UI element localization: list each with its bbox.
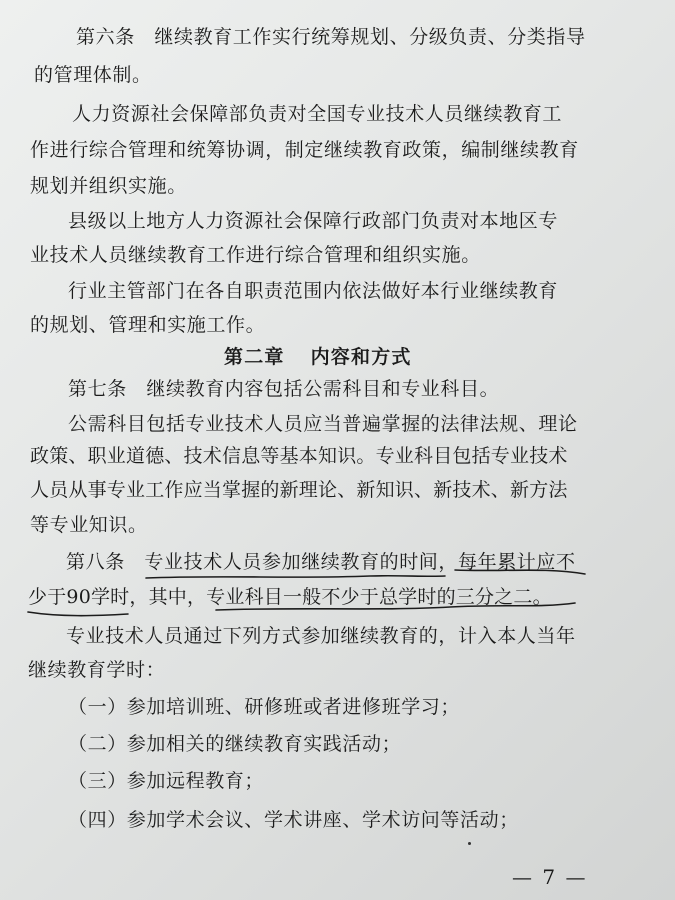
- page-number: — 7 —: [512, 865, 588, 889]
- text-line: 少于90学时，其中，专业科目一般不少于总学时的三分之二。: [28, 586, 552, 608]
- chapter-number: 第二章: [224, 346, 285, 368]
- text-line: 专业技术人员通过下列方式参加继续教育的，计入本人当年: [66, 625, 576, 647]
- text-line: 的规划、管理和实施工作。: [30, 314, 266, 336]
- text-line: 第八条 专业技术人员参加继续教育的时间，每年累计应不: [66, 551, 576, 573]
- text-line: 行业主管部门在各自职责范围内依法做好本行业继续教育: [68, 280, 559, 302]
- text-line: 作进行综合管理和统筹协调，制定继续教育政策，编制继续教育: [30, 139, 579, 161]
- text-line: 的管理体制。: [34, 64, 152, 86]
- text-line: 县级以上地方人力资源社会保障行政部门负责对本地区专: [68, 210, 559, 232]
- text-line: （三）参加远程教育；: [68, 770, 265, 792]
- text-line: 政策、职业道德、技术信息等基本知识。专业科目包括专业技术: [30, 445, 568, 467]
- text-line: 继续教育学时：: [28, 659, 166, 681]
- text-line: 人力资源社会保障部负责对全国专业技术人员继续教育工: [72, 103, 563, 125]
- text-line: 第七条 继续教育内容包括公需科目和专业科目。: [68, 378, 500, 400]
- text-line: 第六条 继续教育工作实行统筹规划、分级负责、分类指导: [76, 26, 586, 48]
- text-line: （二）参加相关的继续教育实践活动；: [68, 733, 402, 755]
- pen-underline-time: [146, 576, 445, 578]
- chapter-title: 内容和方式: [310, 346, 412, 368]
- text-line: （一）参加培训班、研修班或者进修班学习；: [68, 696, 461, 718]
- text-line: 业技术人员继续教育工作进行综合管理和组织实施。: [30, 244, 481, 266]
- text-line: 公需科目包括专业技术人员应当普遍掌握的法律法规、理论: [68, 413, 578, 435]
- pen-underline-minimum-hours: [28, 612, 128, 616]
- text-line: 规划并组织实施。: [30, 175, 187, 197]
- chapter-heading: [224, 344, 412, 370]
- text-line: （四）参加学术会议、学术讲座、学术访问等活动；: [68, 809, 519, 831]
- text-line: 等专业知识。: [30, 514, 148, 536]
- ink-speck: [468, 842, 471, 845]
- text-line: 人员从事专业工作应当掌握的新理论、新知识、新技术、新方法: [30, 479, 568, 501]
